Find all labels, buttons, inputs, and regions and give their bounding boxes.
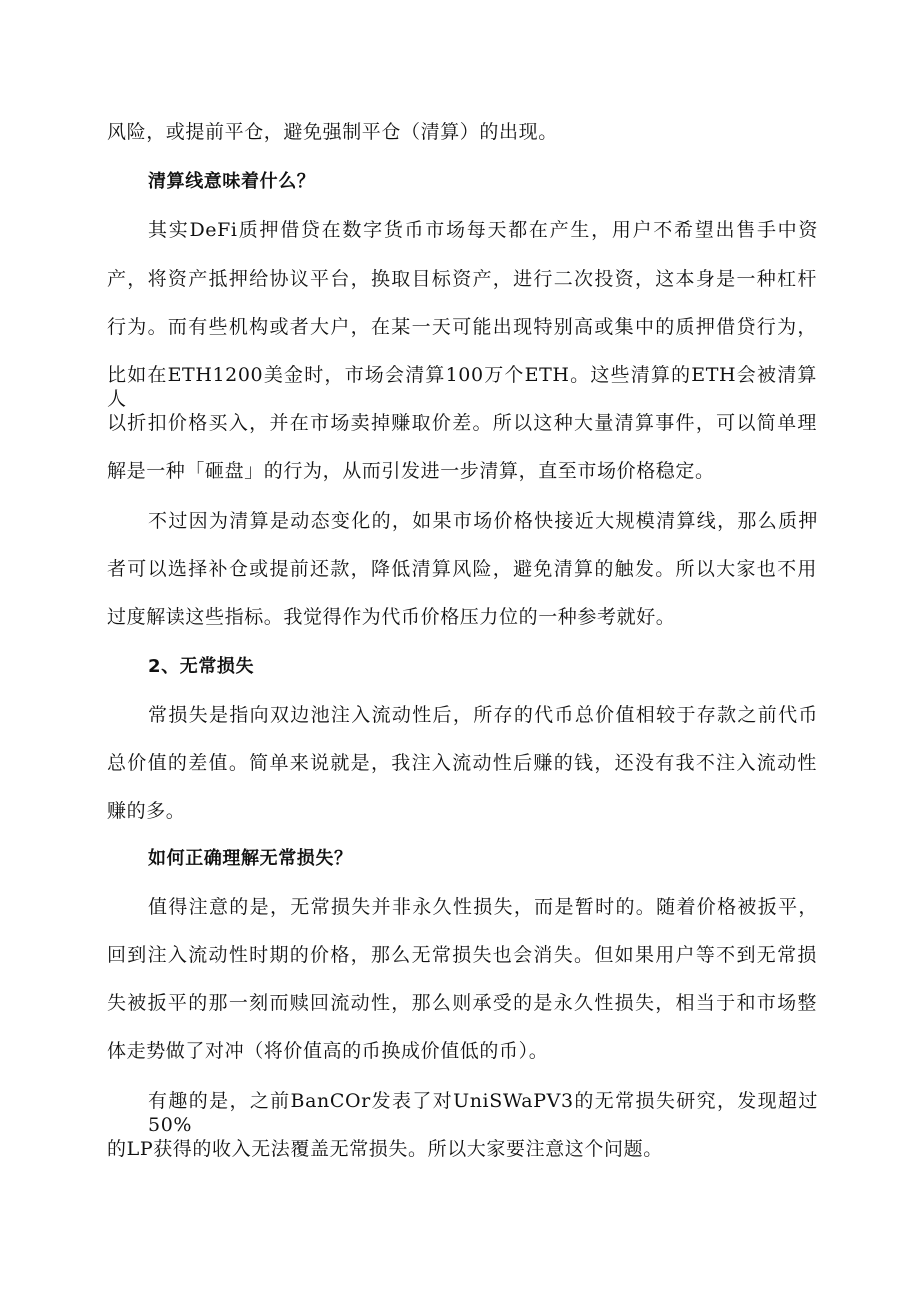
section-heading: 清算线意味着什么？ bbox=[148, 171, 316, 192]
text-line: 回到注入流动性时期的价格，那么无常损失也会消失。但如果用户等不到无常损 bbox=[107, 944, 817, 966]
text-line: 者可以选择补仓或提前还款，降低清算风险，避免清算的触发。所以大家也不用 bbox=[107, 558, 817, 580]
text-line: 其实DeFi质押借贷在数字货币市场每天都在产生，用户不希望出售手中资 bbox=[148, 219, 818, 241]
section-heading: 2、无常损失 bbox=[148, 656, 255, 677]
text-line: 体走势做了对冲（将价值高的币换成价值低的币）。 bbox=[107, 1040, 549, 1062]
text-line: 行为。而有些机构或者大户，在某一天可能出现特别高或集中的质押借贷行为， bbox=[107, 316, 817, 338]
text-line: 过度解读这些指标。我觉得作为代币价格压力位的一种参考就好。 bbox=[107, 606, 676, 628]
text-line: 以折扣价格买入，并在市场卖掉赚取价差。所以这种大量清算事件，可以简单理 bbox=[107, 412, 817, 434]
text-line: 风险，或提前平仓，避免强制平仓（清算）的出现。 bbox=[107, 121, 558, 143]
text-line: 产，将资产抵押给协议平台，换取目标资产，进行二次投资，这本身是一种杠杆 bbox=[107, 268, 817, 290]
text-line: 比如在ETH1200美金时，市场会清算100万个ETH。这些清算的ETH会被清算人 bbox=[107, 364, 817, 410]
text-line: 赚的多。 bbox=[107, 800, 186, 822]
text-line: 值得注意的是，无常损失并非永久性损失，而是暂时的。随着价格被扳平， bbox=[148, 896, 818, 918]
text-line: 失被扳平的那一刻而赎回流动性，那么则承受的是永久性损失，相当于和市场整 bbox=[107, 992, 817, 1014]
text-line: 有趣的是，之前BanCOr发表了对UniSWaPV3的无常损失研究，发现超过50% bbox=[148, 1090, 818, 1136]
text-line: 不过因为清算是动态变化的，如果市场价格快接近大规模清算线，那么质押 bbox=[148, 510, 818, 532]
text-line: 总价值的差值。简单来说就是，我注入流动性后赚的钱，还没有我不注入流动性 bbox=[107, 752, 817, 774]
text-line: 常损失是指向双边池注入流动性后，所存的代币总价值相较于存款之前代币 bbox=[148, 704, 818, 726]
text-line: 的LP获得的收入无法覆盖无常损失。所以大家要注意这个问题。 bbox=[107, 1138, 663, 1160]
section-heading: 如何正确理解无常损失？ bbox=[148, 848, 353, 869]
text-line: 解是一种「砸盘」的行为，从而引发进一步清算，直至市场价格稳定。 bbox=[107, 460, 715, 482]
